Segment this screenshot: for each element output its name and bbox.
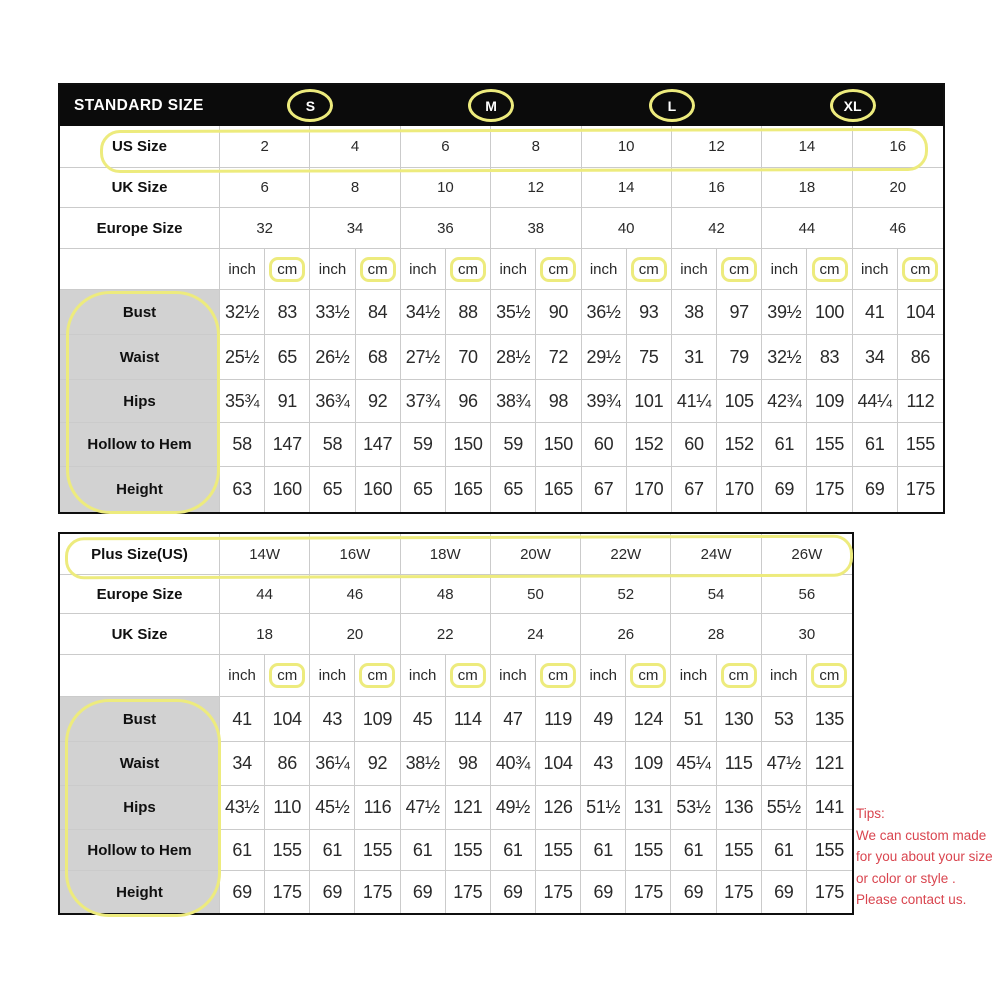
- unit-inch: inch: [671, 655, 716, 697]
- measure-value: 35¾: [220, 380, 265, 423]
- size-value: 34: [310, 208, 400, 249]
- measure-value: 43½: [220, 786, 265, 830]
- row-label: Hollow to Hem: [60, 423, 220, 467]
- measure-value: 170: [717, 467, 762, 512]
- size-value: 16W: [310, 534, 400, 575]
- size-value: 32: [220, 208, 310, 249]
- size-value: 24: [491, 614, 581, 655]
- unit-inch: inch: [401, 249, 446, 290]
- measure-value: 47½: [762, 742, 807, 786]
- cm-highlight-box: cm: [631, 257, 667, 282]
- unit-inch: inch: [491, 249, 536, 290]
- measure-value: 88: [446, 290, 491, 335]
- measure-value: 86: [265, 742, 310, 786]
- row-label: US Size: [60, 126, 220, 168]
- measure-value: 61: [762, 423, 807, 467]
- cm-highlight-box: cm: [540, 257, 576, 282]
- cm-highlight-box: cm: [360, 257, 396, 282]
- measure-value: 40¾: [491, 742, 536, 786]
- measure-value: 38¾: [491, 380, 536, 423]
- size-value: 24W: [671, 534, 761, 575]
- measure-value: 175: [265, 871, 310, 913]
- size-value: 20W: [491, 534, 581, 575]
- standard-size-table: [58, 83, 945, 514]
- measure-value: 155: [807, 830, 852, 871]
- size-value: 18: [220, 614, 310, 655]
- measure-value: 98: [536, 380, 581, 423]
- cm-highlight-box: cm: [540, 663, 576, 688]
- measure-value: 147: [356, 423, 401, 467]
- size-letter-group: [401, 89, 582, 122]
- measure-value: 28½: [491, 335, 536, 380]
- unit-row-label: [60, 655, 220, 697]
- size-value: 46: [310, 575, 400, 614]
- measure-value: 45¼: [671, 742, 716, 786]
- measure-value: 67: [672, 467, 717, 512]
- measure-value: 61: [671, 830, 716, 871]
- measure-value: 160: [265, 467, 310, 512]
- measure-value: 155: [807, 423, 852, 467]
- measure-value: 155: [355, 830, 400, 871]
- tips-title: Tips:: [856, 806, 885, 821]
- measure-value: 34½: [401, 290, 446, 335]
- row-label: Hollow to Hem: [60, 830, 220, 871]
- row-label: Hips: [60, 786, 220, 830]
- measure-value: 86: [898, 335, 943, 380]
- measure-value: 79: [717, 335, 762, 380]
- size-value: 48: [401, 575, 491, 614]
- measure-value: 70: [446, 335, 491, 380]
- size-value: 4: [310, 126, 400, 168]
- unit-inch: inch: [491, 655, 536, 697]
- unit-row-label: [60, 249, 220, 290]
- measure-value: 69: [853, 467, 898, 512]
- row-label: Waist: [60, 742, 220, 786]
- tips-line: Please contact us.: [856, 892, 967, 907]
- plus-size-table: [58, 532, 854, 915]
- size-value: 12: [491, 168, 581, 208]
- unit-inch: inch: [310, 655, 355, 697]
- row-label: Hips: [60, 380, 220, 423]
- row-label: UK Size: [60, 168, 220, 208]
- size-value: 10: [582, 126, 672, 168]
- unit-inch: inch: [853, 249, 898, 290]
- cm-highlight-box: cm: [359, 663, 395, 688]
- unit-cm: [626, 655, 671, 697]
- measure-value: 44¼: [853, 380, 898, 423]
- measure-value: 38½: [401, 742, 446, 786]
- measure-value: 69: [310, 871, 355, 913]
- measure-value: 61: [853, 423, 898, 467]
- measure-value: 155: [898, 423, 943, 467]
- size-value: 14: [762, 126, 852, 168]
- measure-value: 175: [717, 871, 762, 913]
- size-letter-group: [220, 89, 401, 122]
- unit-inch: inch: [581, 655, 626, 697]
- size-value: 20: [310, 614, 400, 655]
- size-value: 8: [491, 126, 581, 168]
- measure-value: 67: [582, 467, 627, 512]
- unit-cm: [265, 655, 310, 697]
- measure-value: 152: [627, 423, 672, 467]
- measure-value: 41¼: [672, 380, 717, 423]
- size-value: 22W: [581, 534, 671, 575]
- unit-cm: [265, 249, 310, 290]
- measure-value: 25½: [220, 335, 265, 380]
- unit-inch: inch: [672, 249, 717, 290]
- measure-value: 59: [401, 423, 446, 467]
- measure-value: 61: [762, 830, 807, 871]
- measure-value: 136: [717, 786, 762, 830]
- measure-value: 47: [491, 697, 536, 742]
- measure-value: 34: [220, 742, 265, 786]
- measure-value: 155: [446, 830, 491, 871]
- size-value: 18W: [401, 534, 491, 575]
- measure-value: 39½: [762, 290, 807, 335]
- measure-value: 51½: [581, 786, 626, 830]
- measure-value: 49: [581, 697, 626, 742]
- size-value: 20: [853, 168, 943, 208]
- measure-value: 100: [807, 290, 852, 335]
- measure-value: 61: [401, 830, 446, 871]
- size-value: 44: [220, 575, 310, 614]
- row-label: Bust: [60, 697, 220, 742]
- size-value: 16: [672, 168, 762, 208]
- measure-value: 152: [717, 423, 762, 467]
- measure-value: 49½: [491, 786, 536, 830]
- measure-value: 47½: [401, 786, 446, 830]
- measure-value: 36½: [582, 290, 627, 335]
- unit-cm: [807, 655, 852, 697]
- measure-value: 65: [310, 467, 355, 512]
- measure-value: 69: [401, 871, 446, 913]
- measure-value: 58: [310, 423, 355, 467]
- measure-value: 35½: [491, 290, 536, 335]
- measure-value: 75: [627, 335, 672, 380]
- unit-inch: inch: [220, 655, 265, 697]
- measure-value: 58: [220, 423, 265, 467]
- measure-value: 84: [356, 290, 401, 335]
- measure-value: 60: [582, 423, 627, 467]
- measure-value: 69: [762, 871, 807, 913]
- measure-value: 126: [536, 786, 581, 830]
- size-value: 28: [671, 614, 761, 655]
- measure-value: 165: [446, 467, 491, 512]
- size-letter-group: [762, 89, 943, 122]
- measure-value: 69: [220, 871, 265, 913]
- unit-cm: [536, 249, 581, 290]
- measure-value: 116: [355, 786, 400, 830]
- measure-value: 109: [626, 742, 671, 786]
- measure-value: 65: [401, 467, 446, 512]
- measure-value: 141: [807, 786, 852, 830]
- measure-value: 69: [671, 871, 716, 913]
- cm-highlight-box: cm: [269, 663, 305, 688]
- measure-value: 135: [807, 697, 852, 742]
- measure-value: 91: [265, 380, 310, 423]
- measure-value: 29½: [582, 335, 627, 380]
- row-label: UK Size: [60, 614, 220, 655]
- measure-value: 155: [717, 830, 762, 871]
- unit-inch: inch: [762, 249, 807, 290]
- measure-value: 165: [536, 467, 581, 512]
- size-value: 14: [582, 168, 672, 208]
- unit-inch: inch: [220, 249, 265, 290]
- size-value: 52: [581, 575, 671, 614]
- standard-size-header-bar: [60, 85, 943, 126]
- unit-inch: inch: [762, 655, 807, 697]
- size-value: 12: [672, 126, 762, 168]
- measure-value: 38: [672, 290, 717, 335]
- measure-value: 36¾: [310, 380, 355, 423]
- measure-value: 63: [220, 467, 265, 512]
- measure-value: 51: [671, 697, 716, 742]
- tips-note: [856, 803, 1000, 911]
- size-value: 38: [491, 208, 581, 249]
- measure-value: 68: [356, 335, 401, 380]
- measure-value: 155: [536, 830, 581, 871]
- measure-value: 115: [717, 742, 762, 786]
- cm-highlight-box: cm: [450, 257, 486, 282]
- measure-value: 65: [265, 335, 310, 380]
- measure-value: 36¼: [310, 742, 355, 786]
- measure-value: 170: [627, 467, 672, 512]
- size-value: 44: [762, 208, 852, 249]
- row-label: Waist: [60, 335, 220, 380]
- size-value: 14W: [220, 534, 310, 575]
- measure-value: 101: [627, 380, 672, 423]
- size-value: 6: [220, 168, 310, 208]
- measure-value: 32½: [762, 335, 807, 380]
- measure-value: 92: [356, 380, 401, 423]
- measure-value: 53½: [671, 786, 716, 830]
- size-value: 50: [491, 575, 581, 614]
- measure-value: 60: [672, 423, 717, 467]
- measure-value: 90: [536, 290, 581, 335]
- measure-value: 61: [491, 830, 536, 871]
- size-value: 2: [220, 126, 310, 168]
- measure-value: 175: [446, 871, 491, 913]
- row-label: Europe Size: [60, 575, 220, 614]
- measure-value: 175: [536, 871, 581, 913]
- measure-value: 43: [310, 697, 355, 742]
- measure-value: 92: [355, 742, 400, 786]
- measure-value: 37¾: [401, 380, 446, 423]
- size-value: 6: [401, 126, 491, 168]
- plus-size-grid: [60, 534, 852, 913]
- size-value: 40: [582, 208, 672, 249]
- size-value: 8: [310, 168, 400, 208]
- cm-highlight-box: cm: [450, 663, 486, 688]
- size-value: 16: [853, 126, 943, 168]
- unit-cm: [536, 655, 581, 697]
- unit-cm: [446, 249, 491, 290]
- measure-value: 61: [310, 830, 355, 871]
- measure-value: 45: [401, 697, 446, 742]
- size-value: 18: [762, 168, 852, 208]
- size-value: 46: [853, 208, 943, 249]
- measure-value: 34: [853, 335, 898, 380]
- measure-value: 124: [626, 697, 671, 742]
- row-label: Europe Size: [60, 208, 220, 249]
- measure-value: 175: [355, 871, 400, 913]
- measure-value: 72: [536, 335, 581, 380]
- measure-value: 147: [265, 423, 310, 467]
- measure-value: 104: [898, 290, 943, 335]
- measure-value: 33½: [310, 290, 355, 335]
- measure-value: 131: [626, 786, 671, 830]
- tips-line: for you about your size: [856, 849, 993, 864]
- cm-highlight-box: cm: [902, 257, 938, 282]
- size-value: 54: [671, 575, 761, 614]
- standard-size-title: STANDARD SIZE: [74, 96, 204, 114]
- measure-value: 83: [265, 290, 310, 335]
- tips-line: or color or style .: [856, 870, 956, 886]
- measure-value: 45½: [310, 786, 355, 830]
- measure-value: 119: [536, 697, 581, 742]
- measure-value: 55½: [762, 786, 807, 830]
- measure-value: 97: [717, 290, 762, 335]
- measure-value: 109: [355, 697, 400, 742]
- measure-value: 41: [220, 697, 265, 742]
- measure-value: 150: [446, 423, 491, 467]
- measure-value: 110: [265, 786, 310, 830]
- measure-value: 59: [491, 423, 536, 467]
- size-value: 42: [672, 208, 762, 249]
- size-letter-XL-circled: XL: [830, 89, 876, 122]
- row-label: Bust: [60, 290, 220, 335]
- measure-value: 121: [446, 786, 491, 830]
- measure-value: 93: [627, 290, 672, 335]
- measure-value: 27½: [401, 335, 446, 380]
- unit-inch: inch: [582, 249, 627, 290]
- cm-highlight-box: cm: [630, 663, 666, 688]
- measure-value: 32½: [220, 290, 265, 335]
- size-value: 30: [762, 614, 852, 655]
- measure-value: 150: [536, 423, 581, 467]
- measure-value: 41: [853, 290, 898, 335]
- cm-highlight-box: cm: [812, 257, 848, 282]
- size-value: 10: [401, 168, 491, 208]
- cm-highlight-box: cm: [811, 663, 847, 688]
- measure-value: 31: [672, 335, 717, 380]
- size-letter-S-circled: S: [287, 89, 333, 122]
- measure-value: 112: [898, 380, 943, 423]
- measure-value: 175: [807, 467, 852, 512]
- size-value: 36: [401, 208, 491, 249]
- measure-value: 160: [356, 467, 401, 512]
- row-label: Plus Size(US): [60, 534, 220, 575]
- unit-cm: [807, 249, 852, 290]
- cm-highlight-box: cm: [721, 663, 757, 688]
- measure-value: 83: [807, 335, 852, 380]
- measure-value: 39¾: [582, 380, 627, 423]
- measure-value: 61: [220, 830, 265, 871]
- unit-cm: [717, 655, 762, 697]
- size-value: 26: [581, 614, 671, 655]
- standard-size-grid: [60, 126, 943, 512]
- measure-value: 121: [807, 742, 852, 786]
- measure-value: 96: [446, 380, 491, 423]
- unit-inch: inch: [310, 249, 355, 290]
- size-letter-M-circled: M: [468, 89, 514, 122]
- measure-value: 65: [491, 467, 536, 512]
- measure-value: 69: [762, 467, 807, 512]
- measure-value: 175: [814, 881, 844, 902]
- measure-value: 155: [626, 830, 671, 871]
- measure-value: 155: [265, 830, 310, 871]
- unit-cm: [356, 249, 401, 290]
- unit-cm: [898, 249, 943, 290]
- unit-cm: [355, 655, 400, 697]
- row-label: Height: [60, 871, 220, 913]
- measure-value: 175: [626, 871, 671, 913]
- measure-value: 61: [581, 830, 626, 871]
- measure-value: 43: [581, 742, 626, 786]
- measure-value: 175: [905, 479, 935, 499]
- measure-value: 104: [265, 697, 310, 742]
- unit-cm: [717, 249, 762, 290]
- size-value: 22: [401, 614, 491, 655]
- cm-highlight-box: cm: [721, 257, 757, 282]
- tips-line: We can custom made: [856, 827, 987, 843]
- measure-value: 130: [717, 697, 762, 742]
- measure-value: 105: [717, 380, 762, 423]
- measure-value: 69: [581, 871, 626, 913]
- measure-value: 98: [446, 742, 491, 786]
- row-label: Height: [60, 467, 220, 512]
- measure-value: 114: [446, 697, 491, 742]
- cm-highlight-box: cm: [269, 257, 305, 282]
- size-letter-group: [582, 89, 763, 122]
- measure-value: 109: [807, 380, 852, 423]
- measure-value: 42¾: [762, 380, 807, 423]
- size-value: 56: [762, 575, 852, 614]
- measure-value: 69: [491, 871, 536, 913]
- unit-cm: [446, 655, 491, 697]
- measure-value: 104: [536, 742, 581, 786]
- unit-inch: inch: [401, 655, 446, 697]
- measure-value: 53: [762, 697, 807, 742]
- measure-value: 26½: [310, 335, 355, 380]
- unit-cm: [627, 249, 672, 290]
- size-letter-L-circled: L: [649, 89, 695, 122]
- size-value: 26W: [762, 534, 852, 575]
